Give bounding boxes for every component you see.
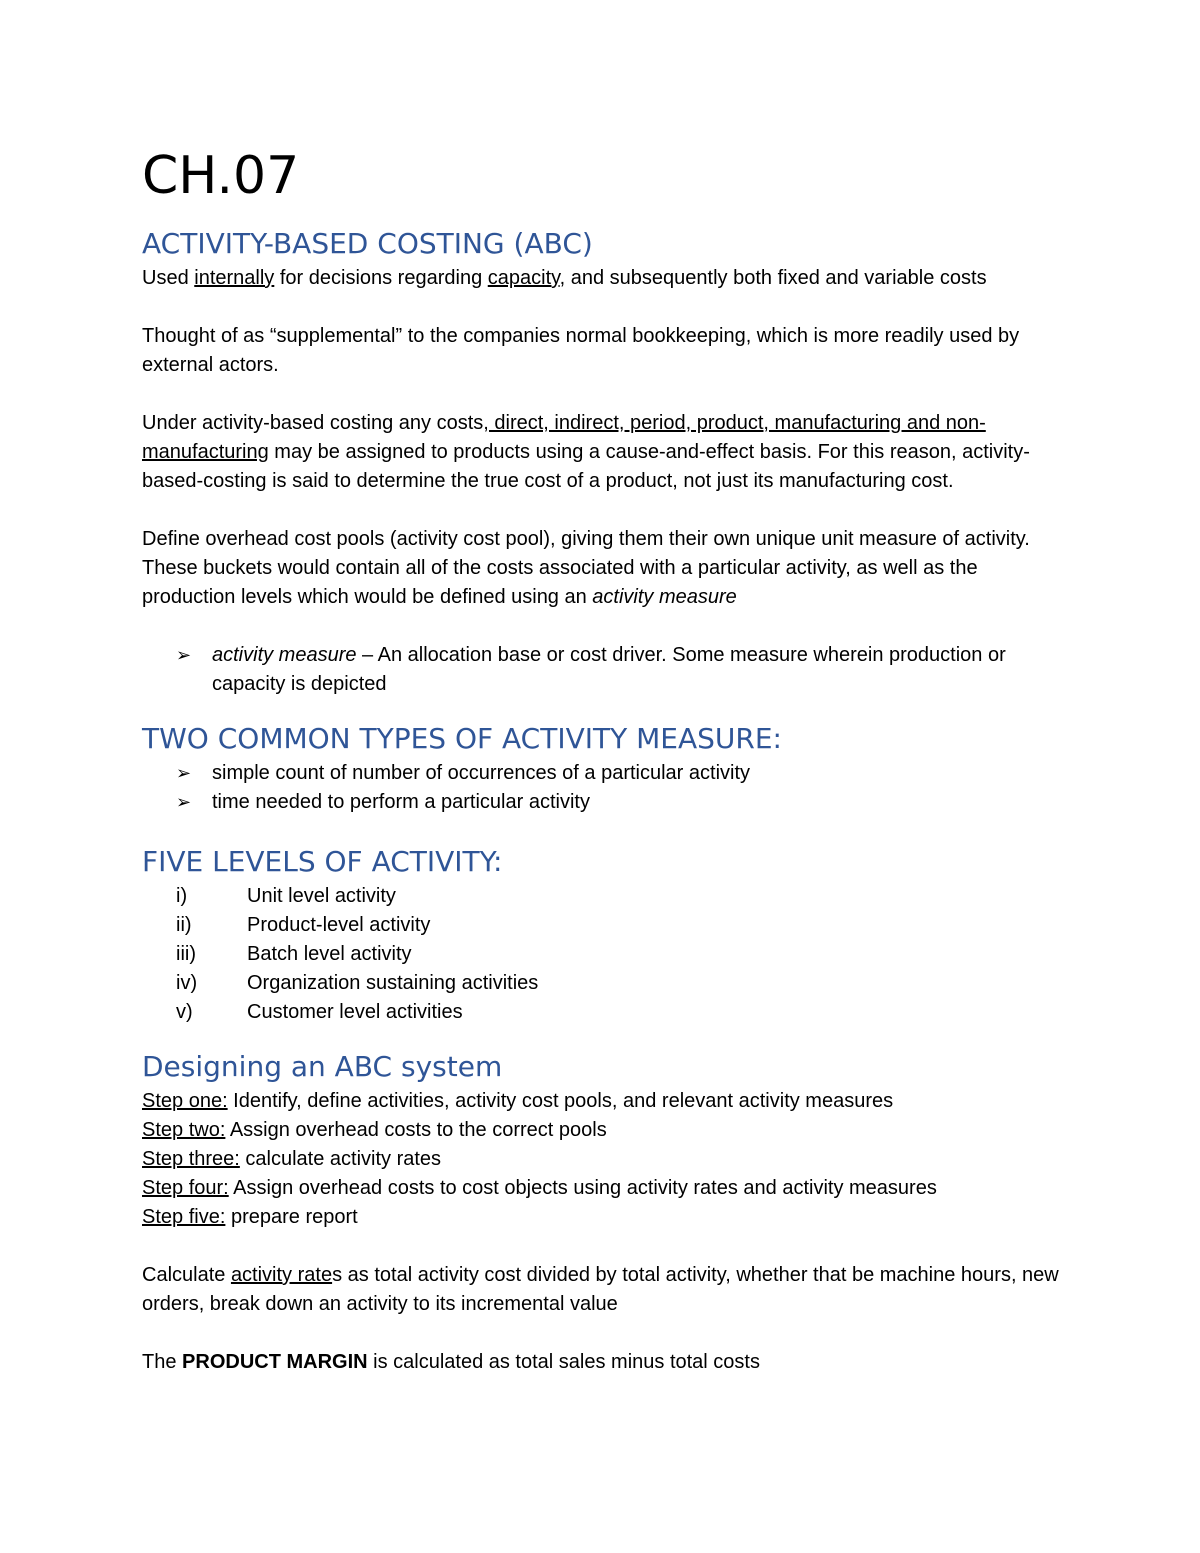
arrowhead-bullet-icon: ➢ [176,645,192,666]
step-line: Step one: Identify, define activities, activity cost pools, and relevant activity measures [142,1090,894,1112]
list-item: ➢ simple count of number of occurrences of a particular activity [142,759,1072,788]
paragraph-supplemental: Thought of as “supplemental” to the companies normal bookkeeping, which is more readily used by external actors. [142,325,1020,376]
heading-designing-abc: Designing an ABC system [142,1050,503,1083]
paragraph-product-margin: The PRODUCT MARGIN is calculated as total sales minus total costs [142,1351,760,1373]
paragraph-under-abc: Under activity-based costing any costs, direct, indirect, period, product, manufacturing and non-manufacturing may be assigned to products using a cause-and-effect basis. For this reason, activity-based-costing is said to determine the true cost of a product, not just its manufacturing cost. [142,412,1030,492]
list-item: ii) Product-level activity [176,914,431,936]
levels-list [142,882,1072,1027]
list-item: ➢ time needed to perform a particular activity [142,788,1072,817]
heading-five-levels: FIVE LEVELS OF ACTIVITY: [142,845,503,878]
activity-measure-definition-list [142,641,1072,699]
list-item: ➢ activity measure – An allocation base or cost driver. Some measure wherein production or capacity is depicted [142,641,1072,699]
list-item: v) Customer level activities [176,1001,463,1023]
paragraph-activity-rates: Calculate activity rates as total activity cost divided by total activity, whether that be machine hours, new orders, break down an activity to its incremental value [142,1264,1059,1315]
step-line: Step four: Assign overhead costs to cost objects using activity rates and activity measures [142,1177,937,1199]
page-title: CH.07 [142,146,300,206]
heading-two-types: TWO COMMON TYPES OF ACTIVITY MEASURE: [142,722,782,755]
step-line: Step two: Assign overhead costs to the correct pools [142,1119,607,1141]
paragraph-used-internally: Used internally for decisions regarding capacity, and subsequently both fixed and variable costs [142,267,987,289]
step-line: Step five: prepare report [142,1206,358,1228]
types-list [142,759,1072,817]
arrowhead-bullet-icon: ➢ [176,763,192,784]
step-line: Step three: calculate activity rates [142,1148,442,1170]
document-body [142,138,1072,1377]
list-item: i) Unit level activity [176,885,396,907]
list-item: iii) Batch level activity [176,943,412,965]
list-item: iv) Organization sustaining activities [176,972,539,994]
arrowhead-bullet-icon: ➢ [176,792,192,813]
paragraph-cost-pools: Define overhead cost pools (activity cost pool), giving them their own unique unit measure of activity. These buckets would contain all of the costs associated with a particular activity, as well as the production levels which would be defined using an activity measure [142,528,1030,608]
heading-abc: ACTIVITY-BASED COSTING (ABC) [142,227,593,260]
